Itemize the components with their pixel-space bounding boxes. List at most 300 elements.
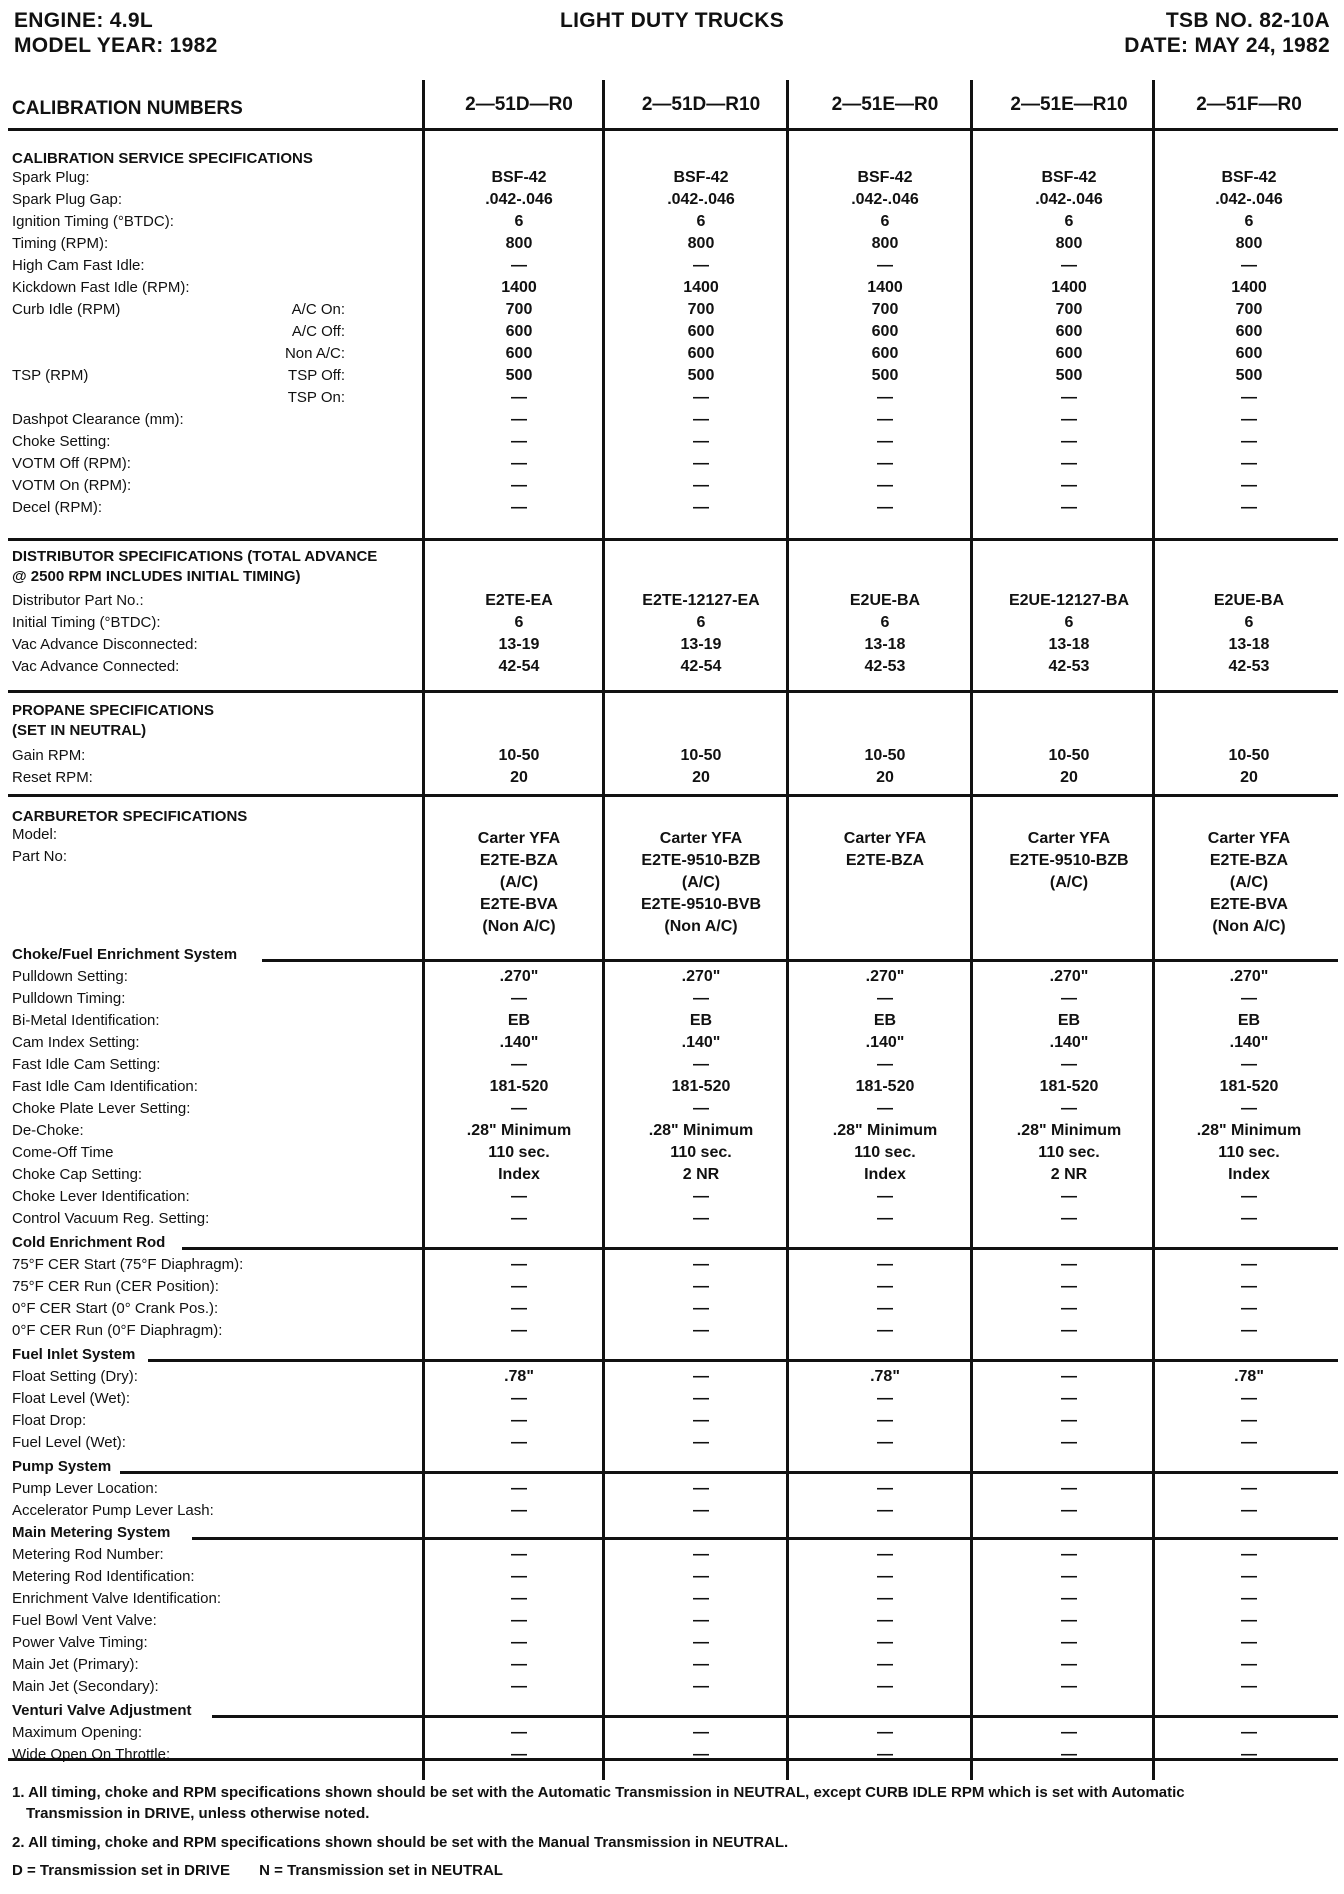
carburetor-model-label: Model: bbox=[12, 826, 58, 843]
main_metering-row-3-col-1: — bbox=[511, 1590, 527, 1607]
venturi-row-2-col-1: — bbox=[511, 1746, 527, 1763]
service-row-5-col-1: — bbox=[511, 257, 527, 274]
main_metering-row-7-col-2: — bbox=[693, 1678, 709, 1695]
service-row-3-col-3: 6 bbox=[880, 213, 890, 230]
cold_rod-row-3-col-3: — bbox=[877, 1300, 893, 1317]
distributor-row-1-col-3: E2UE-BA bbox=[849, 592, 921, 609]
choke_system-row-1-col-2: .270" bbox=[681, 968, 721, 985]
choke_system-row-9-col-5: 110 sec. bbox=[1218, 1144, 1280, 1161]
choke_system-row-9-label: Come-Off Time bbox=[12, 1144, 114, 1161]
choke_system-row-8-col-3: .28" Minimum bbox=[832, 1122, 938, 1139]
service-row-1-col-3: BSF-42 bbox=[857, 169, 913, 186]
pump-row-2-col-3: — bbox=[877, 1502, 893, 1519]
service-row-13-col-4: — bbox=[1061, 433, 1077, 450]
service-row-13-col-5: — bbox=[1241, 433, 1257, 450]
cold_rod-row-4-col-5: — bbox=[1241, 1322, 1257, 1339]
propane-row-1-label: Gain RPM: bbox=[12, 747, 86, 764]
service-row-12-col-1: — bbox=[511, 411, 527, 428]
service-row-1-col-1: BSF-42 bbox=[491, 169, 547, 186]
fuel_inlet-row-4-col-4: — bbox=[1061, 1434, 1077, 1451]
service-row-16-label: Decel (RPM): bbox=[12, 499, 103, 516]
pump-row-1-col-4: — bbox=[1061, 1480, 1077, 1497]
fuel_inlet-row-4-col-5: — bbox=[1241, 1434, 1257, 1451]
cold_rod-row-1-col-1: — bbox=[511, 1256, 527, 1273]
service-row-1-col-4: BSF-42 bbox=[1041, 169, 1097, 186]
choke_system-row-6-col-5: 181-520 bbox=[1219, 1078, 1279, 1095]
choke_system-row-1-col-3: .270" bbox=[865, 968, 905, 985]
choke-system-title: Choke/Fuel Enrichment System bbox=[12, 946, 238, 963]
service-row-6-col-2: 1400 bbox=[683, 279, 719, 296]
service-row-16-col-5: — bbox=[1241, 499, 1257, 516]
choke_system-row-10-label: Choke Cap Setting: bbox=[12, 1166, 143, 1183]
cold_rod-row-1-col-4: — bbox=[1061, 1256, 1077, 1273]
service-row-13-label: Choke Setting: bbox=[12, 433, 111, 450]
pump-row-1-label: Pump Lever Location: bbox=[12, 1480, 158, 1497]
calibration-numbers-label: CALIBRATION NUMBERS bbox=[12, 98, 243, 119]
service-row-13-col-3: — bbox=[877, 433, 893, 450]
calibration-number-3: 2—51E—R0 bbox=[831, 94, 939, 115]
service-row-3-col-1: 6 bbox=[514, 213, 524, 230]
service-row-6-col-4: 1400 bbox=[1051, 279, 1087, 296]
main-metering-title-rule bbox=[192, 1537, 1338, 1540]
main_metering-row-5-col-1: — bbox=[511, 1634, 527, 1651]
carburetor-part-5: Carter YFA E2TE-BZA (A/C) E2TE-BVA (Non A/C) bbox=[1207, 830, 1291, 935]
choke_system-row-3-col-4: EB bbox=[1057, 1012, 1081, 1029]
choke_system-row-7-label: Choke Plate Lever Setting: bbox=[12, 1100, 191, 1117]
choke_system-row-8-label: De-Choke: bbox=[12, 1122, 84, 1139]
choke_system-row-2-col-2: — bbox=[693, 990, 709, 1007]
choke_system-row-2-col-3: — bbox=[877, 990, 893, 1007]
service-row-16-col-4: — bbox=[1061, 499, 1077, 516]
main_metering-row-6-col-1: — bbox=[511, 1656, 527, 1673]
choke_system-row-5-col-1: — bbox=[511, 1056, 527, 1073]
choke_system-row-3-label: Bi-Metal Identification: bbox=[12, 1012, 160, 1029]
distributor-row-2-col-2: 6 bbox=[696, 614, 706, 631]
column-divider-1 bbox=[422, 80, 425, 1780]
header-right bbox=[1124, 8, 1330, 58]
cold-enrichment-title-rule bbox=[182, 1247, 1338, 1250]
choke_system-row-3-col-2: EB bbox=[689, 1012, 713, 1029]
service-row-15-col-3: — bbox=[877, 477, 893, 494]
distributor-row-2-label: Initial Timing (°BTDC): bbox=[12, 614, 161, 631]
service-row-10-col-3: 500 bbox=[871, 367, 899, 384]
cold_rod-row-2-label: 75°F CER Run (CER Position): bbox=[12, 1278, 219, 1295]
distributor-row-4-col-5: 42-53 bbox=[1228, 658, 1270, 675]
fuel_inlet-row-3-col-1: — bbox=[511, 1412, 527, 1429]
cold_rod-row-4-col-4: — bbox=[1061, 1322, 1077, 1339]
choke_system-row-11-col-3: — bbox=[877, 1188, 893, 1205]
distributor-row-3-col-2: 13-19 bbox=[680, 636, 722, 653]
fuel_inlet-row-3-col-5: — bbox=[1241, 1412, 1257, 1429]
choke_system-row-12-col-2: — bbox=[693, 1210, 709, 1227]
service-row-11-sublabel: TSP On: bbox=[287, 389, 345, 406]
service-row-7-col-2: 700 bbox=[687, 301, 715, 318]
service-row-4-col-2: 800 bbox=[687, 235, 715, 252]
venturi-row-1-col-5: — bbox=[1241, 1724, 1257, 1741]
cold_rod-row-1-col-5: — bbox=[1241, 1256, 1257, 1273]
calibration-number-5: 2—51F—R0 bbox=[1196, 94, 1302, 115]
pump-row-2-label: Accelerator Pump Lever Lash: bbox=[12, 1502, 214, 1519]
rule-above-distributor bbox=[8, 538, 1338, 541]
fuel_inlet-row-3-label: Float Drop: bbox=[12, 1412, 87, 1429]
pump-row-2-col-1: — bbox=[511, 1502, 527, 1519]
service-row-11-col-2: — bbox=[693, 389, 709, 406]
carburetor-part-3: Carter YFA E2TE-BZA bbox=[843, 830, 927, 869]
main_metering-row-6-col-5: — bbox=[1241, 1656, 1257, 1673]
main_metering-row-2-col-4: — bbox=[1061, 1568, 1077, 1585]
choke_system-row-4-label: Cam Index Setting: bbox=[12, 1034, 140, 1051]
service-row-3-col-4: 6 bbox=[1064, 213, 1074, 230]
choke-system-title-rule bbox=[262, 959, 1338, 962]
choke_system-row-2-col-1: — bbox=[511, 990, 527, 1007]
service-row-3-col-2: 6 bbox=[696, 213, 706, 230]
distributor-row-1-col-1: E2TE-EA bbox=[485, 592, 553, 609]
choke_system-row-6-col-3: 181-520 bbox=[855, 1078, 915, 1095]
carburetor-title: CARBURETOR SPECIFICATIONS bbox=[12, 808, 248, 825]
service-row-8-sublabel: A/C Off: bbox=[291, 323, 345, 340]
distributor-row-4-col-2: 42-54 bbox=[680, 658, 722, 675]
fuel_inlet-row-1-label: Float Setting (Dry): bbox=[12, 1368, 138, 1385]
service-row-5-label: High Cam Fast Idle: bbox=[12, 257, 145, 274]
choke_system-row-3-col-3: EB bbox=[873, 1012, 897, 1029]
cold_rod-row-3-label: 0°F CER Start (0° Crank Pos.): bbox=[12, 1300, 219, 1317]
cold_rod-row-3-col-4: — bbox=[1061, 1300, 1077, 1317]
main_metering-row-5-col-4: — bbox=[1061, 1634, 1077, 1651]
transmission-legend: D = Transmission set in DRIVE N = Transmission set in NEUTRAL bbox=[12, 1862, 503, 1879]
choke_system-row-12-col-1: — bbox=[511, 1210, 527, 1227]
cold_rod-row-2-col-3: — bbox=[877, 1278, 893, 1295]
fuel_inlet-row-1-col-5: .78" bbox=[1234, 1368, 1264, 1385]
main_metering-row-4-col-5: — bbox=[1241, 1612, 1257, 1629]
distributor-row-3-col-5: 13-18 bbox=[1228, 636, 1270, 653]
service-row-5-col-3: — bbox=[877, 257, 893, 274]
choke_system-row-9-col-1: 110 sec. bbox=[488, 1144, 550, 1161]
document-title: LIGHT DUTY TRUCKS bbox=[559, 9, 785, 32]
main_metering-row-5-col-5: — bbox=[1241, 1634, 1257, 1651]
pump-row-1-col-3: — bbox=[877, 1480, 893, 1497]
fuel_inlet-row-1-col-2: — bbox=[693, 1368, 709, 1385]
choke_system-row-2-col-4: — bbox=[1061, 990, 1077, 1007]
cold_rod-row-2-col-2: — bbox=[693, 1278, 709, 1295]
choke_system-row-4-col-2: .140" bbox=[681, 1034, 721, 1051]
service-row-5-col-2: — bbox=[693, 257, 709, 274]
main_metering-row-3-col-2: — bbox=[693, 1590, 709, 1607]
main_metering-row-1-col-3: — bbox=[877, 1546, 893, 1563]
distributor-row-1-col-4: E2UE-12127-BA bbox=[1008, 592, 1130, 609]
fuel_inlet-row-2-col-4: — bbox=[1061, 1390, 1077, 1407]
choke_system-row-3-col-1: EB bbox=[507, 1012, 531, 1029]
choke_system-row-12-col-4: — bbox=[1061, 1210, 1077, 1227]
fuel_inlet-row-4-col-2: — bbox=[693, 1434, 709, 1451]
distributor-row-4-col-3: 42-53 bbox=[864, 658, 906, 675]
carburetor-part-1: Carter YFA E2TE-BZA (A/C) E2TE-BVA (Non A/C) bbox=[477, 830, 561, 935]
choke_system-row-5-col-4: — bbox=[1061, 1056, 1077, 1073]
model-year-label: MODEL YEAR: 1982 bbox=[14, 34, 218, 57]
pump-row-1-col-5: — bbox=[1241, 1480, 1257, 1497]
choke_system-row-5-col-2: — bbox=[693, 1056, 709, 1073]
distributor-row-1-col-5: E2UE-BA bbox=[1213, 592, 1285, 609]
main_metering-row-1-col-4: — bbox=[1061, 1546, 1077, 1563]
propane-row-1-col-4: 10-50 bbox=[1048, 747, 1090, 764]
service-row-11-col-4: — bbox=[1061, 389, 1077, 406]
service-row-9-col-2: 600 bbox=[687, 345, 715, 362]
service-row-10-col-4: 500 bbox=[1055, 367, 1083, 384]
cold_rod-row-2-col-4: — bbox=[1061, 1278, 1077, 1295]
venturi-row-1-label: Maximum Opening: bbox=[12, 1724, 143, 1741]
cold_rod-row-4-col-1: — bbox=[511, 1322, 527, 1339]
service-row-6-label: Kickdown Fast Idle (RPM): bbox=[12, 279, 190, 296]
main_metering-row-7-col-4: — bbox=[1061, 1678, 1077, 1695]
carburetor-part-2: Carter YFA E2TE-9510-BZB (A/C) E2TE-9510-BVB (Non A/C) bbox=[640, 830, 762, 935]
venturi-row-1-col-2: — bbox=[693, 1724, 709, 1741]
propane-row-2-col-2: 20 bbox=[692, 769, 710, 786]
service-row-14-label: VOTM Off (RPM): bbox=[12, 455, 131, 472]
propane-row-2-label: Reset RPM: bbox=[12, 769, 93, 786]
pump-row-2-col-2: — bbox=[693, 1502, 709, 1519]
fuel_inlet-row-4-col-1: — bbox=[511, 1434, 527, 1451]
service-row-4-col-4: 800 bbox=[1055, 235, 1083, 252]
cold_rod-row-3-col-5: — bbox=[1241, 1300, 1257, 1317]
service-row-2-col-1: .042-.046 bbox=[485, 191, 553, 208]
carburetor-part-label: Part No: bbox=[12, 848, 68, 865]
choke_system-row-9-col-2: 110 sec. bbox=[670, 1144, 732, 1161]
distributor-row-1-label: Distributor Part No.: bbox=[12, 592, 144, 609]
main_metering-row-2-col-2: — bbox=[693, 1568, 709, 1585]
footnote-2: 2. All timing, choke and RPM specifications shown should be set with the Manual Transmission in NEUTRAL. bbox=[12, 1834, 789, 1851]
propane-row-2-col-3: 20 bbox=[876, 769, 894, 786]
service-row-12-col-2: — bbox=[693, 411, 709, 428]
main_metering-row-6-col-4: — bbox=[1061, 1656, 1077, 1673]
service-row-12-label: Dashpot Clearance (mm): bbox=[12, 411, 184, 428]
choke_system-row-6-col-1: 181-520 bbox=[489, 1078, 549, 1095]
choke_system-row-4-col-5: .140" bbox=[1229, 1034, 1269, 1051]
choke_system-row-10-col-3: Index bbox=[864, 1166, 906, 1183]
service-row-9-col-3: 600 bbox=[871, 345, 899, 362]
main_metering-row-2-label: Metering Rod Identification: bbox=[12, 1568, 195, 1585]
service-row-2-col-5: .042-.046 bbox=[1215, 191, 1283, 208]
service-row-15-label: VOTM On (RPM): bbox=[12, 477, 132, 494]
service-row-14-col-3: — bbox=[877, 455, 893, 472]
service-row-12-col-3: — bbox=[877, 411, 893, 428]
main_metering-row-4-col-3: — bbox=[877, 1612, 893, 1629]
distributor-row-2-col-4: 6 bbox=[1064, 614, 1074, 631]
venturi-title: Venturi Valve Adjustment bbox=[12, 1702, 192, 1719]
fuel_inlet-row-2-col-3: — bbox=[877, 1390, 893, 1407]
footnote-1 bbox=[12, 1782, 1332, 1824]
service-row-11-col-5: — bbox=[1241, 389, 1257, 406]
service-row-6-col-3: 1400 bbox=[867, 279, 903, 296]
fuel_inlet-row-3-col-2: — bbox=[693, 1412, 709, 1429]
footnote-1-line-1: 1. All timing, choke and RPM specifications shown should be set with the Automatic Transmission in NEUTRAL, except CURB IDLE RPM which is set with Automatic bbox=[12, 1784, 1185, 1801]
choke_system-row-11-col-2: — bbox=[693, 1188, 709, 1205]
tsb-number: TSB NO. 82-10A bbox=[1165, 9, 1330, 32]
service-row-14-col-2: — bbox=[693, 455, 709, 472]
cold_rod-row-4-label: 0°F CER Run (0°F Diaphragm): bbox=[12, 1322, 223, 1339]
propane-row-1-col-3: 10-50 bbox=[864, 747, 906, 764]
calibration-number-2: 2—51D—R10 bbox=[641, 94, 761, 115]
service-row-9-col-1: 600 bbox=[505, 345, 533, 362]
cold_rod-row-1-col-3: — bbox=[877, 1256, 893, 1273]
service-row-5-col-4: — bbox=[1061, 257, 1077, 274]
venturi-row-2-col-2: — bbox=[693, 1746, 709, 1763]
service-row-1-label: Spark Plug: bbox=[12, 169, 90, 186]
main_metering-row-7-col-1: — bbox=[511, 1678, 527, 1695]
fuel_inlet-row-4-label: Fuel Level (Wet): bbox=[12, 1434, 126, 1451]
service-row-14-col-4: — bbox=[1061, 455, 1077, 472]
distributor-row-2-col-5: 6 bbox=[1244, 614, 1254, 631]
fuel_inlet-row-1-col-4: — bbox=[1061, 1368, 1077, 1385]
service-row-8-col-5: 600 bbox=[1235, 323, 1263, 340]
distributor-title-line-1: DISTRIBUTOR SPECIFICATIONS (TOTAL ADVANCE bbox=[12, 548, 378, 565]
choke_system-row-7-col-1: — bbox=[511, 1100, 527, 1117]
service-row-14-col-1: — bbox=[511, 455, 527, 472]
main-metering-title: Main Metering System bbox=[12, 1524, 171, 1541]
distributor-row-3-col-1: 13-19 bbox=[498, 636, 540, 653]
service-row-12-col-5: — bbox=[1241, 411, 1257, 428]
service-row-7-sublabel: A/C On: bbox=[291, 301, 345, 318]
propane-title-line-2: (SET IN NEUTRAL) bbox=[12, 722, 147, 739]
propane-row-1-col-1: 10-50 bbox=[498, 747, 540, 764]
choke_system-row-2-label: Pulldown Timing: bbox=[12, 990, 126, 1007]
choke_system-row-10-col-4: 2 NR bbox=[1050, 1166, 1088, 1183]
main_metering-row-4-label: Fuel Bowl Vent Valve: bbox=[12, 1612, 157, 1629]
service-row-10-col-2: 500 bbox=[687, 367, 715, 384]
main_metering-row-2-col-1: — bbox=[511, 1568, 527, 1585]
choke_system-row-6-label: Fast Idle Cam Identification: bbox=[12, 1078, 198, 1095]
main_metering-row-6-col-2: — bbox=[693, 1656, 709, 1673]
pump-row-1-col-2: — bbox=[693, 1480, 709, 1497]
footnote-1-line-2: Transmission in DRIVE, unless otherwise noted. bbox=[26, 1805, 370, 1822]
choke_system-row-6-col-2: 181-520 bbox=[671, 1078, 731, 1095]
fuel_inlet-row-1-col-3: .78" bbox=[870, 1368, 900, 1385]
cold_rod-row-2-col-5: — bbox=[1241, 1278, 1257, 1295]
choke_system-row-11-col-5: — bbox=[1241, 1188, 1257, 1205]
choke_system-row-8-col-4: .28" Minimum bbox=[1016, 1122, 1122, 1139]
choke_system-row-1-label: Pulldown Setting: bbox=[12, 968, 128, 985]
choke_system-row-2-col-5: — bbox=[1241, 990, 1257, 1007]
fuel_inlet-row-4-col-3: — bbox=[877, 1434, 893, 1451]
service-row-4-col-1: 800 bbox=[505, 235, 533, 252]
cold_rod-row-1-col-2: — bbox=[693, 1256, 709, 1273]
main_metering-row-5-col-3: — bbox=[877, 1634, 893, 1651]
venturi-row-2-col-3: — bbox=[877, 1746, 893, 1763]
pump-system-title: Pump System bbox=[12, 1458, 112, 1475]
distributor-row-4-col-4: 42-53 bbox=[1048, 658, 1090, 675]
cold_rod-row-4-col-3: — bbox=[877, 1322, 893, 1339]
cold_rod-row-2-col-1: — bbox=[511, 1278, 527, 1295]
cold_rod-row-3-col-2: — bbox=[693, 1300, 709, 1317]
service-row-16-col-1: — bbox=[511, 499, 527, 516]
service-row-8-col-4: 600 bbox=[1055, 323, 1083, 340]
service-row-3-col-5: 6 bbox=[1244, 213, 1254, 230]
service-row-10-col-5: 500 bbox=[1235, 367, 1263, 384]
main_metering-row-7-col-3: — bbox=[877, 1678, 893, 1695]
service-row-16-col-2: — bbox=[693, 499, 709, 516]
propane-row-2-col-5: 20 bbox=[1240, 769, 1258, 786]
main_metering-row-2-col-3: — bbox=[877, 1568, 893, 1585]
service-row-2-label: Spark Plug Gap: bbox=[12, 191, 123, 208]
fuel_inlet-row-2-col-2: — bbox=[693, 1390, 709, 1407]
propane-row-2-col-1: 20 bbox=[510, 769, 528, 786]
rule-under-calibration-numbers bbox=[8, 128, 1338, 131]
choke_system-row-8-col-5: .28" Minimum bbox=[1196, 1122, 1302, 1139]
service-row-7-col-3: 700 bbox=[871, 301, 899, 318]
service-row-16-col-3: — bbox=[877, 499, 893, 516]
main_metering-row-1-label: Metering Rod Number: bbox=[12, 1546, 164, 1563]
main_metering-row-2-col-5: — bbox=[1241, 1568, 1257, 1585]
choke_system-row-7-col-5: — bbox=[1241, 1100, 1257, 1117]
cold_rod-row-3-col-1: — bbox=[511, 1300, 527, 1317]
service-row-6-col-1: 1400 bbox=[501, 279, 537, 296]
service-row-11-col-1: — bbox=[511, 389, 527, 406]
fuel-inlet-title-rule bbox=[148, 1359, 1338, 1362]
main_metering-row-6-label: Main Jet (Primary): bbox=[12, 1656, 139, 1673]
main_metering-row-3-col-4: — bbox=[1061, 1590, 1077, 1607]
choke_system-row-1-col-1: .270" bbox=[499, 968, 539, 985]
service-row-10-col-1: 500 bbox=[505, 367, 533, 384]
service-row-7-col-5: 700 bbox=[1235, 301, 1263, 318]
main_metering-row-4-col-2: — bbox=[693, 1612, 709, 1629]
main_metering-row-3-col-3: — bbox=[877, 1590, 893, 1607]
choke_system-row-11-col-4: — bbox=[1061, 1188, 1077, 1205]
service-row-7-col-4: 700 bbox=[1055, 301, 1083, 318]
calibration-number-1: 2—51D—R0 bbox=[465, 94, 573, 115]
fuel_inlet-row-3-col-4: — bbox=[1061, 1412, 1077, 1429]
distributor-row-2-col-1: 6 bbox=[514, 614, 524, 631]
service-row-7-col-1: 700 bbox=[505, 301, 533, 318]
choke_system-row-1-col-5: .270" bbox=[1229, 968, 1269, 985]
bulletin-date: DATE: MAY 24, 1982 bbox=[1124, 34, 1330, 57]
service-row-12-col-4: — bbox=[1061, 411, 1077, 428]
main_metering-row-1-col-1: — bbox=[511, 1546, 527, 1563]
engine-label: ENGINE: 4.9L bbox=[14, 9, 153, 32]
distributor-row-4-label: Vac Advance Connected: bbox=[12, 658, 180, 675]
service-row-4-col-5: 800 bbox=[1235, 235, 1263, 252]
service-row-1-col-2: BSF-42 bbox=[673, 169, 729, 186]
service-row-15-col-5: — bbox=[1241, 477, 1257, 494]
venturi-row-2-col-5: — bbox=[1241, 1746, 1257, 1763]
choke_system-row-1-col-4: .270" bbox=[1049, 968, 1089, 985]
choke_system-row-5-col-5: — bbox=[1241, 1056, 1257, 1073]
main_metering-row-7-col-5: — bbox=[1241, 1678, 1257, 1695]
calibration-number-4: 2—51E—R10 bbox=[1010, 94, 1128, 115]
service-row-13-col-2: — bbox=[693, 433, 709, 450]
service-row-3-label: Ignition Timing (°BTDC): bbox=[12, 213, 174, 230]
propane-row-1-col-5: 10-50 bbox=[1228, 747, 1270, 764]
propane-title-line-1: PROPANE SPECIFICATIONS bbox=[12, 702, 214, 719]
pump-row-2-col-5: — bbox=[1241, 1502, 1257, 1519]
service-row-11-col-3: — bbox=[877, 389, 893, 406]
main_metering-row-5-col-2: — bbox=[693, 1634, 709, 1651]
service-row-9-col-5: 600 bbox=[1235, 345, 1263, 362]
distributor-title-line-2: @ 2500 RPM INCLUDES INITIAL TIMING) bbox=[12, 568, 301, 585]
venturi-row-2-label: Wide Open On Throttle: bbox=[12, 1746, 171, 1763]
fuel_inlet-row-2-col-5: — bbox=[1241, 1390, 1257, 1407]
main_metering-row-6-col-3: — bbox=[877, 1656, 893, 1673]
venturi-row-1-col-3: — bbox=[877, 1724, 893, 1741]
choke_system-row-7-col-4: — bbox=[1061, 1100, 1077, 1117]
fuel_inlet-row-2-label: Float Level (Wet): bbox=[12, 1390, 131, 1407]
carburetor-part-4: Carter YFA E2TE-9510-BZB (A/C) bbox=[1009, 830, 1129, 891]
choke_system-row-3-col-5: EB bbox=[1237, 1012, 1261, 1029]
choke_system-row-7-col-2: — bbox=[693, 1100, 709, 1117]
cold-enrichment-title: Cold Enrichment Rod bbox=[12, 1234, 166, 1251]
choke_system-row-12-label: Control Vacuum Reg. Setting: bbox=[12, 1210, 210, 1227]
distributor-row-2-col-3: 6 bbox=[880, 614, 890, 631]
main_metering-row-4-col-1: — bbox=[511, 1612, 527, 1629]
choke_system-row-9-col-3: 110 sec. bbox=[854, 1144, 916, 1161]
choke_system-row-5-col-3: — bbox=[877, 1056, 893, 1073]
